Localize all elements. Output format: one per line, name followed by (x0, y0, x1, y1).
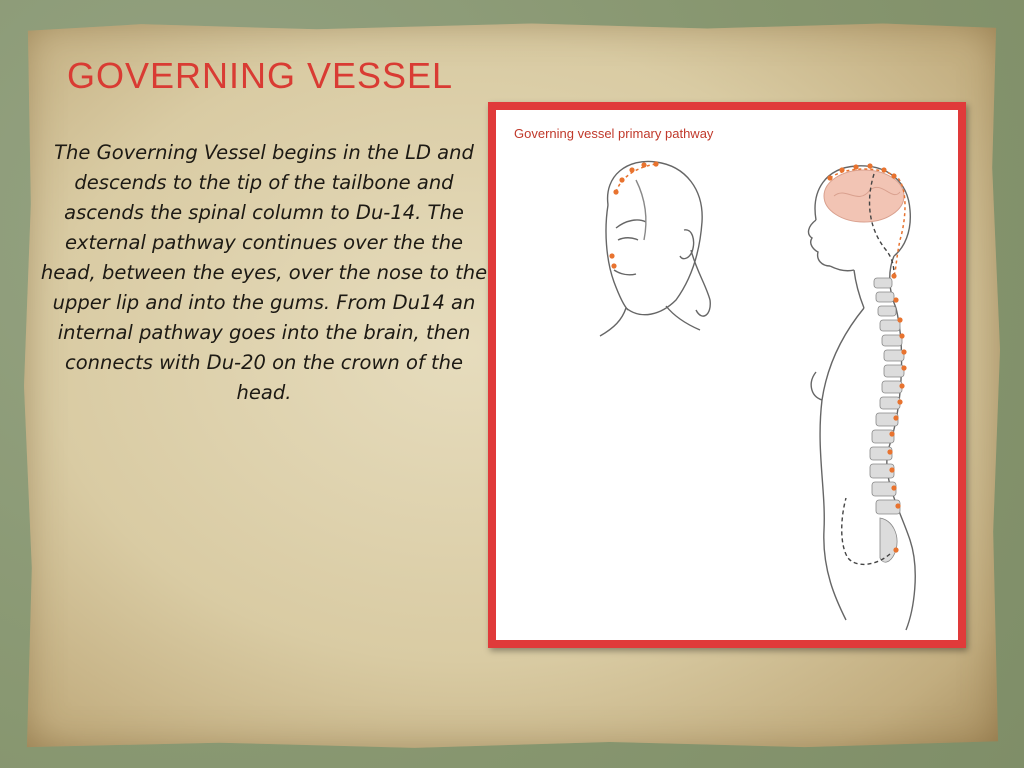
slide-body-text: The Governing Vessel begins in the LD and descends to the tip of the tailbone and ascends the spinal column to Du-14. The external pathway continues over the the head, between the eyes, over the nose to the upper lip and into the gums. From Du14 an internal pathway goes into the brain, then connects with Du-20 on the crown of the head. (40, 141, 488, 404)
figure-frame (488, 102, 966, 648)
brain-shape (824, 170, 904, 222)
figure-caption: Governing vessel primary pathway (514, 126, 714, 141)
slide-title: GOVERNING VESSEL (66, 55, 454, 96)
pathway-illustration (496, 110, 958, 640)
front-head-points (609, 161, 658, 268)
front-head-drawing (600, 161, 710, 336)
